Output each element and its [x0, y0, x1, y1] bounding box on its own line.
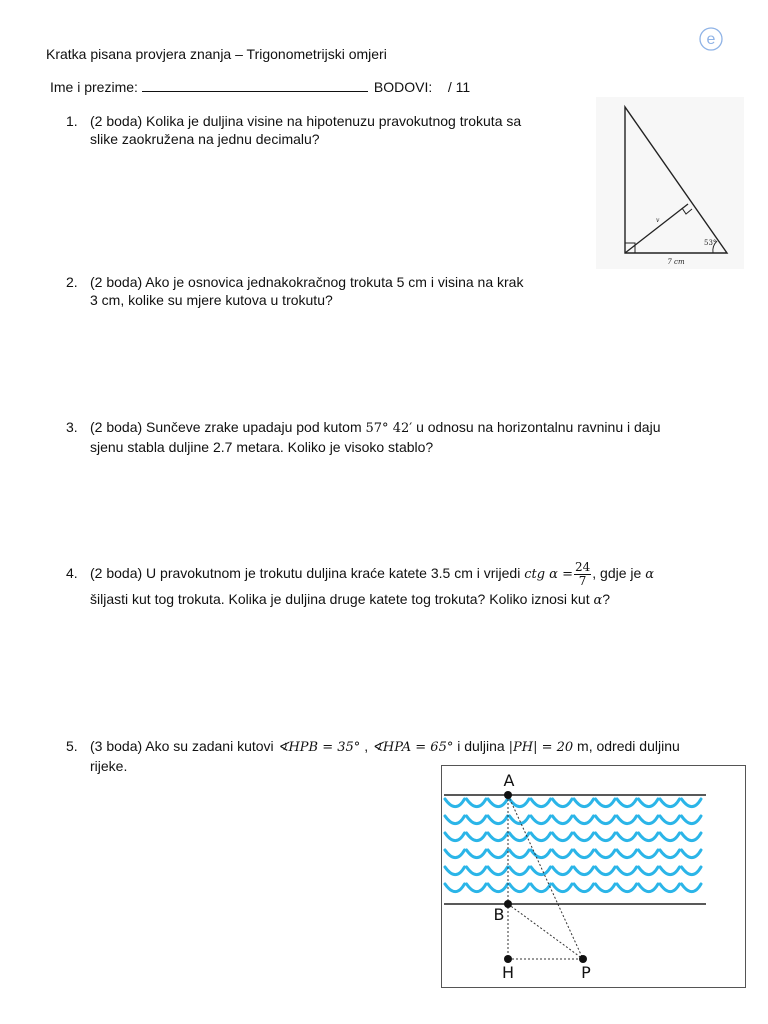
name-line [50, 79, 470, 95]
question-text-line: sjenu stabla duljine 2.7 metara. Koliko je visoko stablo? [90, 439, 434, 455]
question-text: m, odredi duljinu [577, 738, 680, 754]
point-b-marker [504, 900, 512, 908]
alpha-symbol: α [593, 593, 603, 608]
question-text-line [90, 737, 730, 757]
svg-text:e: e [706, 31, 716, 48]
question-number: 5. [66, 738, 78, 754]
question-text-line: (2 boda) Kolika je duljina visine na hipotenuzu pravokutnog trokuta sa [90, 113, 522, 129]
points-total: / 11 [447, 79, 471, 95]
ctg-expression: ctg α = [524, 567, 573, 582]
angle-value: 57° 42′ [365, 421, 413, 436]
angle-hpa: ∢HPA = 65° [371, 740, 454, 755]
e-logo-icon [697, 25, 725, 53]
fraction-denominator: 7 [578, 573, 587, 588]
question-text: (3 boda) Ako su zadani kutovi [90, 738, 274, 754]
height-label: v [656, 217, 660, 224]
question-number: 4. [66, 565, 78, 581]
point-h-marker [504, 955, 512, 963]
angle-hpb: ∢HPB = 35° [277, 740, 361, 755]
question-text: šiljasti kut tog trokuta. Kolika je duljina druge katete tog trokuta? Koliko iznosi kut [90, 591, 590, 607]
question-text: ? [602, 591, 611, 607]
question-text-line [90, 590, 730, 610]
document-title: Kratka pisana provjera znanja – Trigonometrijski omjeri [46, 46, 387, 62]
question-number: 3. [66, 419, 78, 435]
point-p-marker [579, 955, 587, 963]
point-b-label: B [493, 905, 505, 924]
right-triangle-figure [596, 97, 744, 269]
river-diagram-figure [441, 765, 746, 988]
question-number: 2. [66, 274, 78, 290]
question-text-line [90, 418, 730, 438]
fraction-numerator: 24 [574, 559, 591, 574]
point-h-label: H [501, 963, 515, 982]
question-text-line [90, 556, 730, 590]
question-text-line: rijeke. [90, 758, 128, 774]
question-text-line: (2 boda) Ako je osnovica jednakokračnog trokuta 5 cm i visina na krak [90, 274, 524, 290]
question-text: u odnosu na horizontalnu ravninu i daju [416, 419, 661, 435]
question-text: (2 boda) U pravokutnom je trokutu duljina kraće katete 3.5 cm i vrijedi [90, 565, 521, 581]
alpha-symbol: α [645, 567, 654, 582]
separator: , [364, 738, 369, 754]
question-text: , gdje je [592, 565, 642, 581]
question-number: 1. [66, 113, 78, 129]
question-text-line: slike zaokružena na jednu decimalu? [90, 131, 320, 147]
point-a-label: A [503, 771, 515, 790]
points-label: BODOVI: [373, 79, 433, 95]
point-p-label: P [581, 963, 591, 982]
length-ph: |PH| = 20 [508, 740, 574, 755]
base-label: 7 cm [667, 258, 685, 266]
name-label: Ime i prezime: [50, 79, 138, 95]
fraction [574, 561, 591, 588]
name-blank-field[interactable] [142, 79, 368, 92]
question-text: (2 boda) Sunčeve zrake upadaju pod kutom [90, 419, 362, 435]
angle-label: 53° [704, 239, 717, 247]
question-text: i duljina [457, 738, 505, 754]
question-text-line: 3 cm, kolike su mjere kutova u trokutu? [90, 292, 333, 308]
point-a-marker [504, 791, 512, 799]
